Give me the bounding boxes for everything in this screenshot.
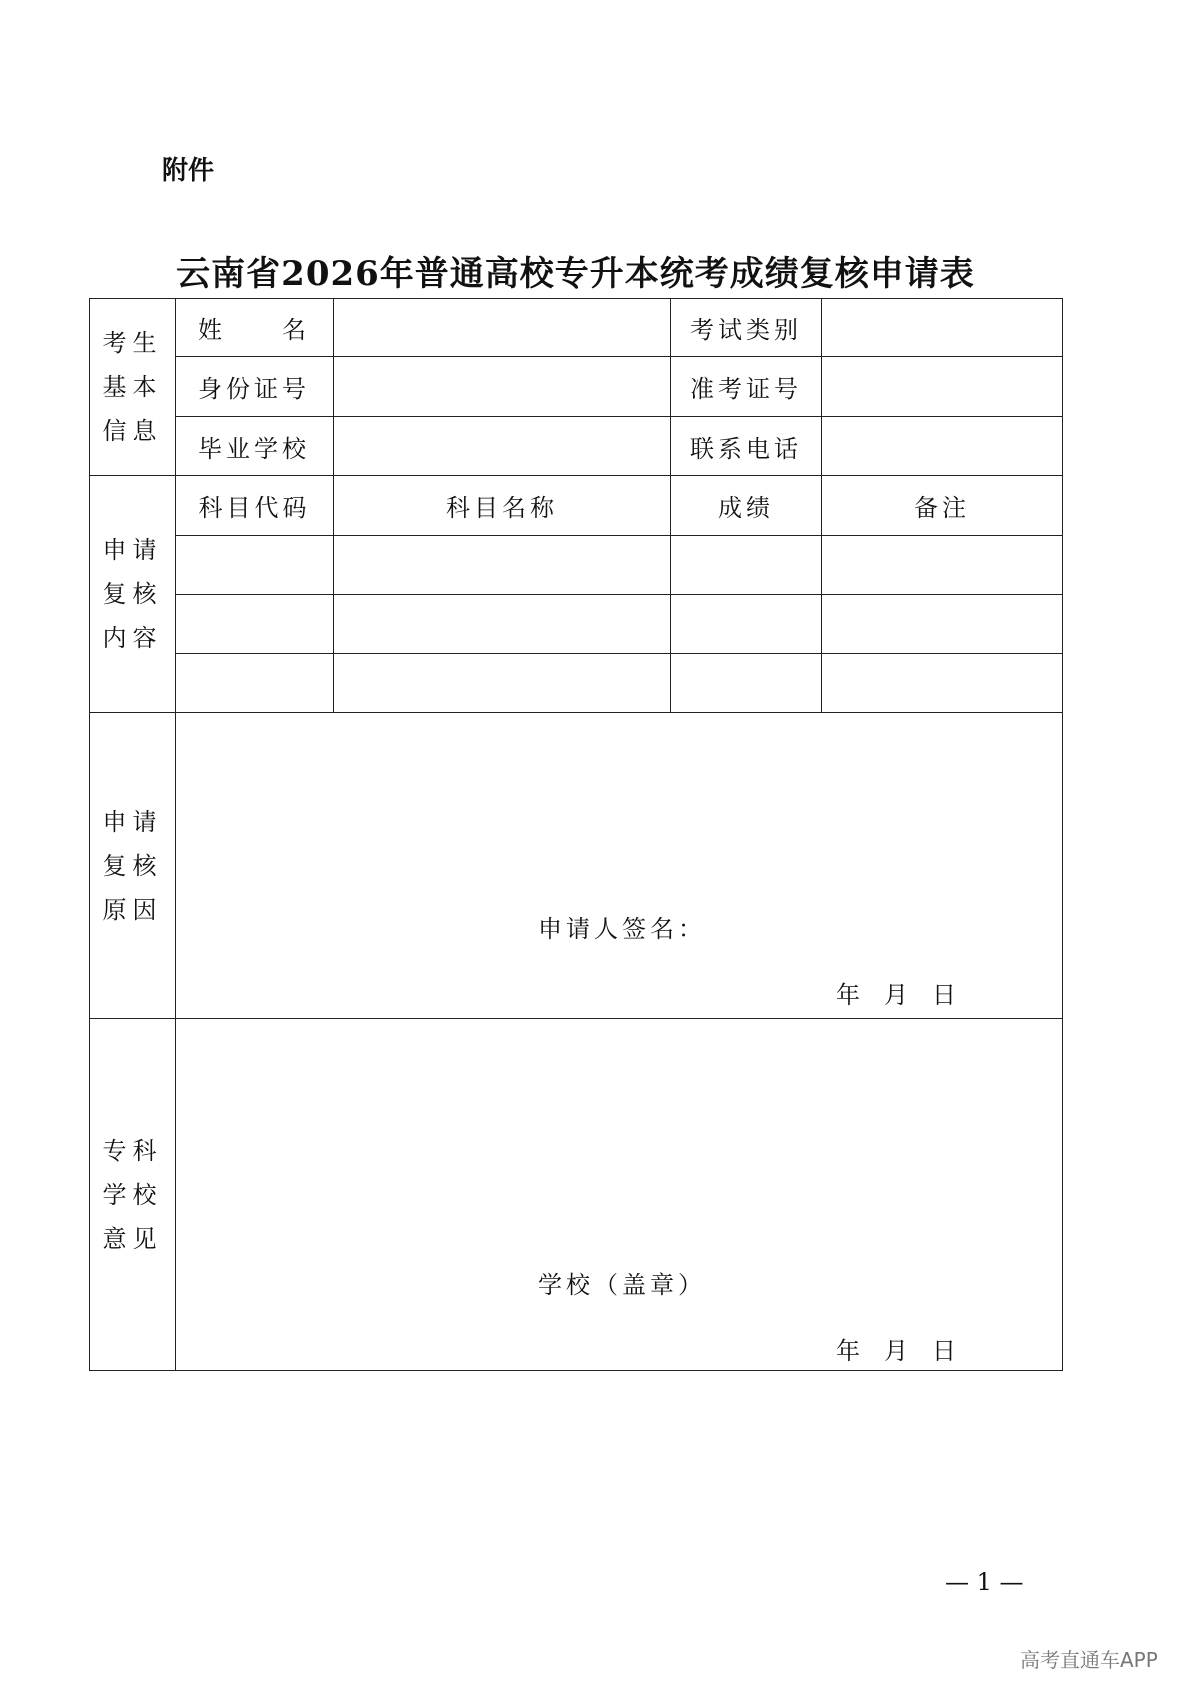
table-row — [90, 1019, 1063, 1371]
label-line: 申请 — [102, 807, 163, 836]
subject-name-header: 科目名称 — [334, 476, 671, 536]
label-line: 复核 — [102, 580, 163, 608]
page-number: — 1 — — [945, 1568, 1024, 1596]
exam-category-field[interactable] — [822, 299, 1063, 357]
admission-number-label: 准考证号 — [671, 357, 822, 417]
subject-code-cell[interactable] — [176, 595, 334, 654]
label-line: 内容 — [102, 624, 163, 652]
school-opinion-field[interactable] — [176, 1019, 1063, 1371]
name-label: 姓 名 — [176, 299, 334, 357]
label-line: 专科 — [102, 1136, 163, 1165]
table-row — [90, 417, 1063, 476]
id-number-field[interactable] — [334, 357, 671, 417]
exam-category-label: 考试类别 — [671, 299, 822, 357]
table-row — [90, 654, 1063, 713]
label-line: 信息 — [102, 417, 163, 445]
subject-code-header: 科目代码 — [176, 476, 334, 536]
label-line: 基本 — [102, 373, 163, 401]
school-opinion-label — [90, 1019, 176, 1371]
table-row — [90, 357, 1063, 417]
admission-number-field[interactable] — [822, 357, 1063, 417]
remarks-cell[interactable] — [822, 536, 1063, 595]
score-cell[interactable] — [671, 595, 822, 654]
name-field[interactable] — [334, 299, 671, 357]
subject-name-cell[interactable] — [334, 595, 671, 654]
score-header: 成绩 — [671, 476, 822, 536]
review-reason-field[interactable] — [176, 713, 1063, 1019]
watermark: 高考直通车APP — [1020, 1648, 1158, 1672]
remarks-cell[interactable] — [822, 654, 1063, 713]
application-form-table — [89, 298, 1063, 1371]
label-line: 意见 — [102, 1224, 163, 1253]
opinion-date: 年 月 日 — [836, 1337, 956, 1365]
remarks-header: 备注 — [822, 476, 1063, 536]
subject-code-cell[interactable] — [176, 536, 334, 595]
table-row — [90, 536, 1063, 595]
review-content-label — [90, 476, 176, 713]
phone-field[interactable] — [822, 417, 1063, 476]
table-row — [90, 713, 1063, 1019]
subject-name-cell[interactable] — [334, 536, 671, 595]
graduate-school-label: 毕业学校 — [176, 417, 334, 476]
graduate-school-field[interactable] — [334, 417, 671, 476]
review-reason-label — [90, 713, 176, 1019]
form-title: 云南省2026年普通高校专升本统考成绩复核申请表 — [176, 254, 975, 294]
subject-code-cell[interactable] — [176, 654, 334, 713]
applicant-signature-label: 申请人签名： — [538, 915, 706, 943]
label-line: 学校 — [102, 1180, 163, 1209]
attachment-label: 附件 — [162, 156, 215, 186]
subject-name-cell[interactable] — [334, 654, 671, 713]
table-row — [90, 476, 1063, 536]
label-line: 原因 — [102, 895, 163, 924]
label-line: 申请 — [102, 536, 163, 564]
score-cell[interactable] — [671, 536, 822, 595]
remarks-cell[interactable] — [822, 595, 1063, 654]
reason-date: 年 月 日 — [836, 981, 956, 1009]
score-cell[interactable] — [671, 654, 822, 713]
label-line: 复核 — [102, 851, 163, 880]
phone-label: 联系电话 — [671, 417, 822, 476]
table-row — [90, 299, 1063, 357]
id-number-label: 身份证号 — [176, 357, 334, 417]
school-seal-label: 学校（盖章） — [538, 1271, 706, 1299]
basic-info-label — [90, 299, 176, 476]
table-row — [90, 595, 1063, 654]
label-line: 考生 — [102, 329, 163, 357]
